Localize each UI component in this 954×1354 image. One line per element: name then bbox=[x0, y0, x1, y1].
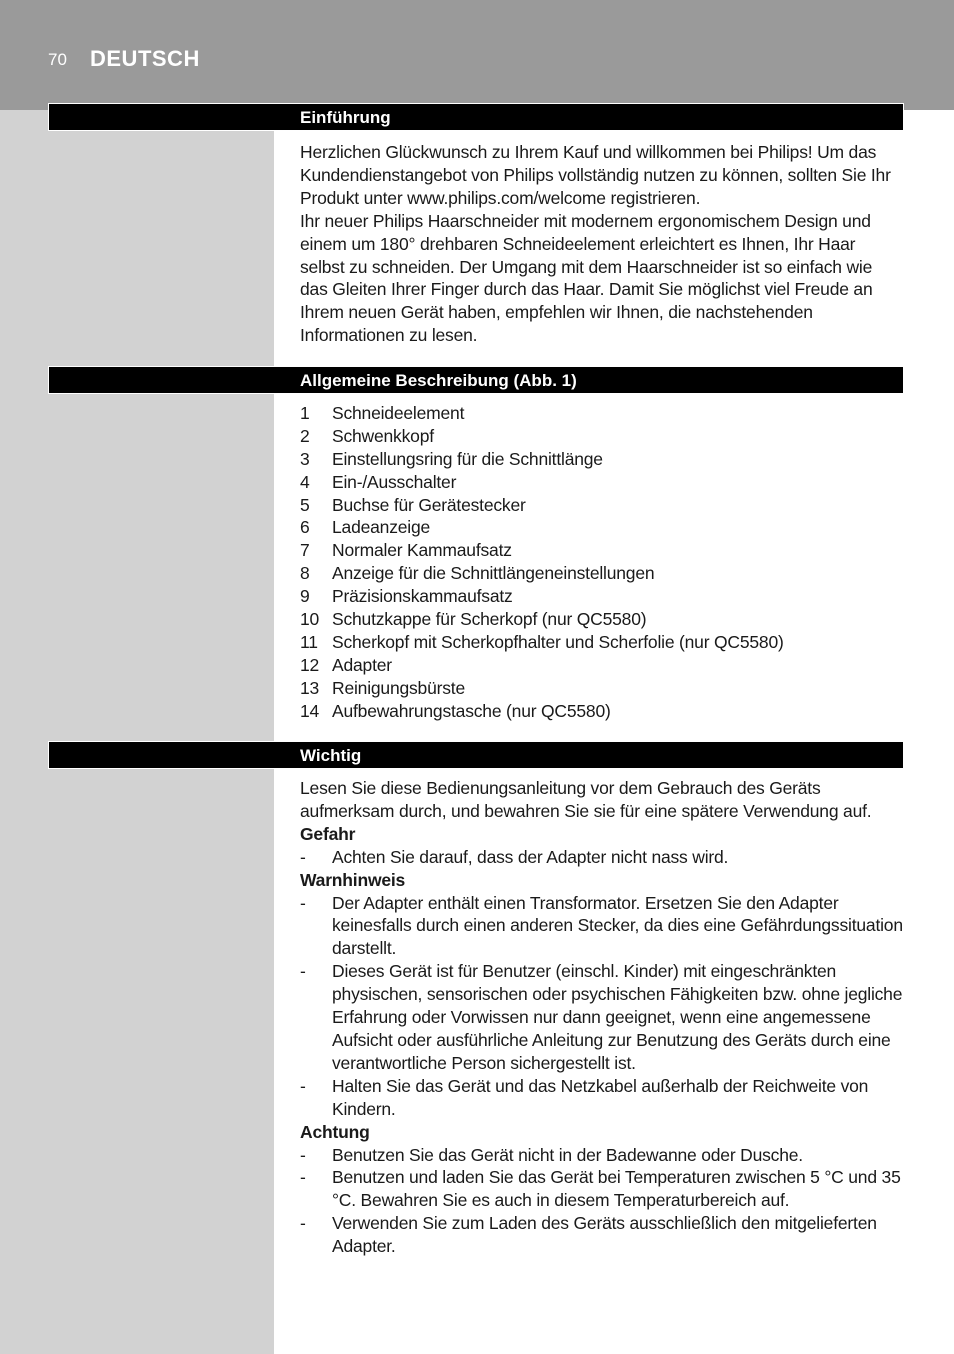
bullet-dash: - bbox=[300, 1167, 306, 1188]
bullet-dash: - bbox=[300, 892, 306, 913]
caution-item: Benutzen und laden Sie das Gerät bei Temperaturen zwischen 5 °C und 35 °C. Bewahren Sie es auch in diesem Temperaturbereich auf. bbox=[332, 1167, 901, 1211]
warning-item: Halten Sie das Gerät und das Netzkabel außerhalb der Reichweite von Kindern. bbox=[332, 1075, 869, 1119]
caution-item: Verwenden Sie zum Laden des Geräts ausschließlich den mitgelieferten Adapter. bbox=[332, 1213, 877, 1257]
list-item bbox=[300, 1166, 904, 1212]
item-label: Reinigungsbürste bbox=[332, 677, 465, 698]
item-label: Schwenkkopf bbox=[332, 425, 434, 446]
danger-item: Achten Sie darauf, dass der Adapter nicht nass wird. bbox=[332, 846, 729, 867]
caution-heading: Achtung bbox=[300, 1121, 370, 1142]
margin-column bbox=[0, 110, 274, 1354]
bullet-dash: - bbox=[300, 1075, 306, 1096]
item-number: 10 bbox=[300, 609, 320, 630]
list-item bbox=[300, 1075, 904, 1121]
list-item bbox=[300, 562, 904, 585]
item-number: 14 bbox=[300, 700, 320, 721]
item-number: 4 bbox=[300, 471, 310, 492]
list-item bbox=[300, 892, 904, 961]
item-label: Einstellungsring für die Schnittlänge bbox=[332, 448, 603, 469]
list-item bbox=[300, 539, 904, 562]
list-item bbox=[300, 448, 904, 471]
item-label: Ein-/Ausschalter bbox=[332, 471, 457, 492]
item-number: 7 bbox=[300, 540, 310, 561]
section-heading-bar bbox=[48, 103, 904, 131]
bullet-dash: - bbox=[300, 1144, 306, 1165]
item-label: Buchse für Gerätestecker bbox=[332, 494, 526, 515]
list-item bbox=[300, 654, 904, 677]
list-item bbox=[300, 425, 904, 448]
item-number: 6 bbox=[300, 517, 310, 538]
bullet-dash: - bbox=[300, 846, 306, 867]
item-label: Aufbewahrungstasche (nur QC5580) bbox=[332, 700, 611, 721]
language-title: DEUTSCH bbox=[90, 46, 200, 71]
bullet-dash: - bbox=[300, 1213, 306, 1234]
section-heading-intro: Einführung bbox=[300, 108, 391, 127]
list-item bbox=[300, 677, 904, 700]
item-label: Schutzkappe für Scherkopf (nur QC5580) bbox=[332, 609, 647, 630]
list-item bbox=[300, 402, 904, 425]
list-item bbox=[300, 1212, 904, 1258]
warning-item: Dieses Gerät ist für Benutzer (einschl. Kinder) mit eingeschränkten physischen, sensorischen oder psychischen Fähigkeiten bzw. ohne jegliche Erfahrung oder Vorwissen nur dann geeignet, wenn eine angemessene Aufsicht oder ausführliche Anleitung zur Benutzung des Geräts durch eine verantwortliche Person sichergestellt ist. bbox=[332, 961, 903, 1073]
danger-heading: Gefahr bbox=[300, 823, 356, 844]
list-item bbox=[300, 700, 904, 723]
important-intro: Lesen Sie diese Bedienungsanleitung vor dem Gebrauch des Geräts aufmerksam durch, und bewahren Sie sie für eine spätere Verwendung auf. bbox=[300, 778, 872, 821]
item-number: 5 bbox=[300, 494, 310, 515]
section-heading-bar bbox=[48, 366, 904, 394]
caution-item: Benutzen Sie das Gerät nicht in der Badewanne oder Dusche. bbox=[332, 1144, 803, 1165]
item-label: Adapter bbox=[332, 654, 392, 675]
list-item bbox=[300, 516, 904, 539]
section-heading-important: Wichtig bbox=[300, 746, 362, 765]
list-item bbox=[300, 1144, 904, 1167]
item-number: 9 bbox=[300, 586, 310, 607]
section-heading-bar bbox=[48, 741, 904, 769]
item-label: Anzeige für die Schnittlängeneinstellungen bbox=[332, 563, 655, 584]
item-label: Schneideelement bbox=[332, 403, 465, 423]
important-text bbox=[300, 777, 904, 1258]
intro-paragraph: Herzlichen Glückwunsch zu Ihrem Kauf und willkommen bei Philips! Um das Kundendienstangebot von Philips vollständig nutzen zu können, sollten Sie Ihr Produkt unter www.philips.com/welcome registrieren. bbox=[300, 142, 891, 208]
list-item bbox=[300, 494, 904, 517]
item-number: 13 bbox=[300, 677, 320, 698]
item-label: Scherkopf mit Scherkopfhalter und Scherfolie (nur QC5580) bbox=[332, 631, 784, 652]
item-number: 12 bbox=[300, 654, 320, 675]
intro-paragraph: Ihr neuer Philips Haarschneider mit modernem ergonomischem Design und einem um 180° drehbaren Schneideelement erleichtert es Ihnen, Ihr Haar selbst zu schneiden. Der Umgang mit dem Haarschneider ist so einfach wie das Gleiten Ihrer Finger durch das Haar. Damit Sie möglichst viel Freude an Ihrem neuen Gerät haben, empfehlen wir Ihnen, die nachstehenden Informationen zu lesen. bbox=[300, 210, 873, 346]
item-number: 11 bbox=[300, 631, 318, 652]
list-item bbox=[300, 471, 904, 494]
warning-heading: Warnhinweis bbox=[300, 869, 406, 890]
item-number: 2 bbox=[300, 425, 310, 446]
item-number: 3 bbox=[300, 448, 310, 469]
item-number: 8 bbox=[300, 563, 310, 584]
section-heading-general: Allgemeine Beschreibung (Abb. 1) bbox=[300, 371, 577, 390]
list-item bbox=[300, 631, 904, 654]
bullet-dash: - bbox=[300, 961, 306, 982]
list-item bbox=[300, 585, 904, 608]
item-label: Präzisionskammaufsatz bbox=[332, 586, 513, 607]
warning-item: Der Adapter enthält einen Transformator. Ersetzen Sie den Adapter keinesfalls durch einen anderen Stecker, da dies eine Gefährdungssituation darstellt. bbox=[332, 892, 903, 959]
item-label: Ladeanzeige bbox=[332, 517, 431, 538]
item-number: 1 bbox=[300, 403, 310, 423]
list-item bbox=[300, 846, 904, 869]
parts-list bbox=[300, 402, 904, 722]
item-label: Normaler Kammaufsatz bbox=[332, 540, 512, 561]
list-item bbox=[300, 608, 904, 631]
intro-text bbox=[300, 141, 904, 347]
page-number: 70 bbox=[48, 50, 67, 69]
list-item bbox=[300, 960, 904, 1075]
